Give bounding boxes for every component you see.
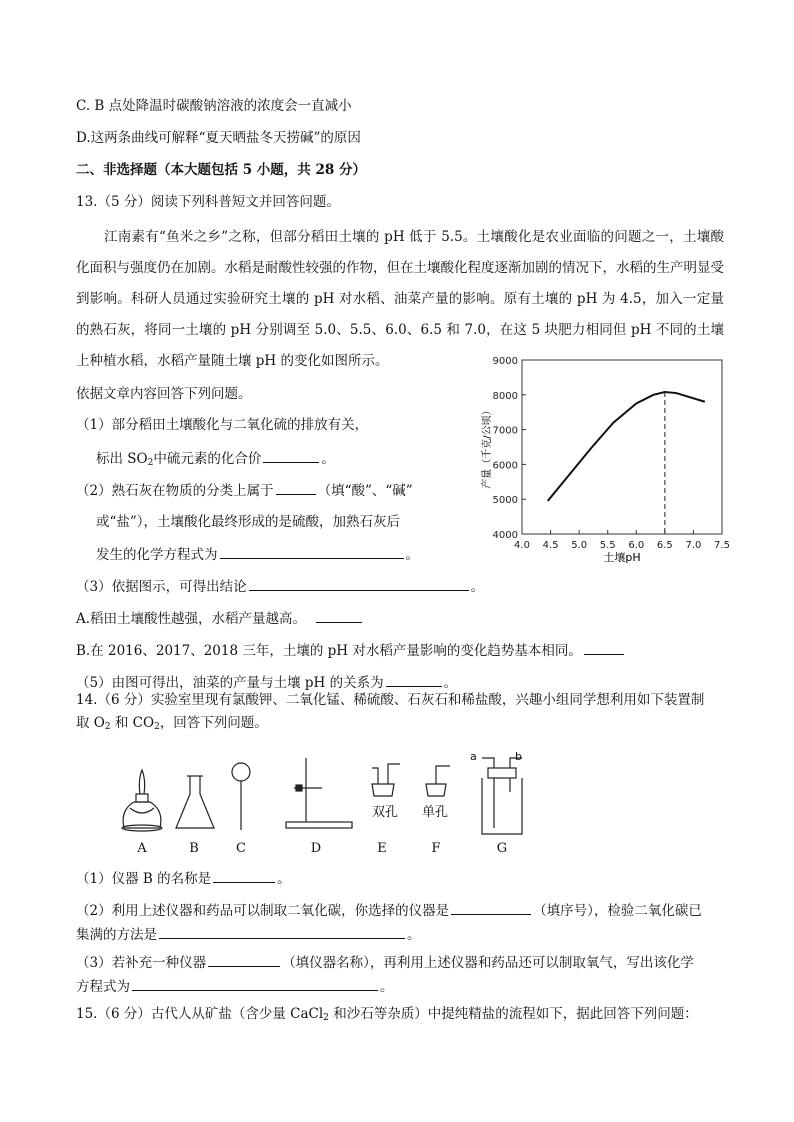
- apparatus-figure: [110, 748, 570, 858]
- apparatus-label-g: G: [496, 841, 508, 856]
- q13-s2a-pre: （2）熟石灰在物质的分类上属于: [76, 483, 274, 499]
- option-c: C. B 点处降温时碳酸钠溶液的浓度会一直减小: [76, 98, 352, 114]
- stopper-f-text: 单孔: [422, 805, 449, 820]
- q14-s3b-pre: 方程式为: [76, 979, 130, 995]
- q13-s3-end: 。: [470, 579, 485, 595]
- section-title: 二、非选择题（本大题包括 5 小题，共 28 分）: [76, 162, 366, 178]
- apparatus-label-e: E: [377, 841, 387, 856]
- option-d: D.这两条曲线可解释“夏天晒盐冬天捞碱”的原因: [76, 130, 361, 146]
- x-tick-label: 4.0: [514, 540, 530, 551]
- q14-intro-b: [76, 713, 268, 737]
- q14-s1-pre: （1）仪器 B 的名称是: [76, 871, 212, 887]
- answer-blank[interactable]: [213, 868, 275, 883]
- answer-blank[interactable]: [386, 672, 442, 687]
- q14-intro-b-mid: 和 CO: [110, 715, 155, 731]
- answer-blank[interactable]: [263, 448, 319, 463]
- apparatus-label-d: D: [310, 841, 322, 856]
- apparatus-label-a: A: [137, 841, 147, 856]
- q13-s3: [76, 576, 484, 597]
- q14-s1-end: 。: [277, 871, 291, 887]
- q14-s1: [76, 868, 291, 889]
- q13-s2c-end: 。: [405, 547, 419, 563]
- q13-s2a: [76, 480, 413, 501]
- x-tick-label: 7.0: [685, 540, 702, 551]
- port-a-label: a: [470, 750, 477, 763]
- x-tick-label: 5.0: [571, 540, 588, 551]
- answer-blank[interactable]: [159, 924, 405, 939]
- apparatus-label-f: F: [431, 841, 441, 856]
- apparatus-label-c: C: [236, 841, 246, 856]
- rice-yield-line: [548, 392, 705, 501]
- q14-s2b-pre: 集满的方法是: [76, 927, 157, 943]
- q14-intro-a: 14.（6 分）实验室里现有氯酸钾、二氧化锰、稀硫酸、石灰石和稀盐酸，兴趣小组同学想利用如下装置制: [76, 692, 705, 708]
- q14-intro-b-pre: 取 O: [76, 715, 105, 731]
- y-tick-label: 9000: [492, 356, 518, 367]
- q14-s2: [76, 900, 702, 921]
- q15-intro: [76, 1004, 698, 1028]
- x-tick-label: 6.5: [656, 540, 673, 551]
- q14-s2-pre: （2）利用上述仪器和药品可以制取二氧化碳，你选择的仪器是: [76, 903, 450, 919]
- answer-blank[interactable]: [132, 976, 378, 991]
- double-hole-stopper-icon: [372, 764, 400, 796]
- chart-frame: [522, 360, 722, 534]
- q13-s1b-sub: 2: [147, 458, 154, 468]
- y-tick-label: 8000: [492, 390, 518, 402]
- q13-option-a: [76, 608, 364, 629]
- q14-s3: [76, 952, 694, 973]
- q14-s3-pre: （3）若补充一种仪器: [76, 955, 207, 971]
- x-tick-label: 6.0: [628, 540, 645, 551]
- conical-flask-icon: [176, 776, 214, 828]
- q14-s3b-end: 。: [380, 979, 394, 995]
- rice-yield-chart: [480, 350, 740, 570]
- q13-prompt: 依据文章内容回答下列问题。: [76, 386, 252, 402]
- x-tick-label: 5.5: [599, 540, 616, 551]
- q14-s3-mid: （填仪器名称），再利用上述仪器和药品还可以制取氧气，写出该化学: [282, 955, 694, 971]
- y-tick-label: 7000: [492, 425, 518, 437]
- q13-option-a-text: A.稻田土壤酸性越强，水稻产量越高。: [76, 611, 307, 627]
- single-hole-stopper-icon: [426, 766, 450, 796]
- q13-s2c-pre: 发生的化学方程式为: [96, 547, 218, 563]
- chart-xlabel: 土壤pH: [603, 551, 641, 564]
- answer-blank[interactable]: [220, 544, 404, 559]
- q13-s3-pre: （3）依据图示，可得出结论: [76, 579, 247, 595]
- q13-intro: 13.（5 分）阅读下列科普短文并回答问题。: [76, 194, 340, 210]
- q13-s1b: [96, 448, 335, 473]
- q14-intro-b-sub2: 2: [154, 722, 160, 732]
- q13-s1a: （1）部分稻田土壤酸化与二氧化硫的排放有关，: [76, 417, 369, 433]
- answer-blank[interactable]: [451, 900, 531, 915]
- y-tick-label: 5000: [492, 495, 518, 507]
- q13-s5-end: 。: [443, 675, 458, 691]
- port-b-label: b: [515, 750, 522, 763]
- apparatus-label-b: B: [189, 841, 199, 856]
- gas-washing-bottle-icon: [482, 758, 522, 834]
- x-tick-label: 4.5: [542, 540, 559, 551]
- answer-blank[interactable]: [316, 608, 362, 623]
- funnel-icon: [232, 763, 250, 830]
- q13-option-b: [76, 640, 626, 661]
- y-tick-label: 6000: [492, 460, 518, 472]
- q14-intro-b-post: ，回答下列问题。: [159, 715, 268, 731]
- q14-s2b: [76, 924, 421, 945]
- q13-s2a-post: （填“酸”、“碱”: [317, 483, 413, 499]
- y-tick-label: 4000: [492, 530, 518, 541]
- q13-s5-pre: （5）由图可得出，油菜的产量与土壤 pH 的关系为: [76, 675, 384, 691]
- x-tick-label: 7.5: [714, 540, 730, 551]
- q14-intro-b-sub1: 2: [104, 722, 111, 732]
- answer-blank[interactable]: [584, 640, 624, 655]
- q13-s2b: 或“盐”），土壤酸化最终形成的是硫酸，加熟石灰后: [96, 514, 401, 530]
- q15-pre: 15.（6 分）古代人从矿盐（含少量 CaCl: [76, 1006, 324, 1022]
- q15-post: 和沙石等杂质）中提纯精盐的流程如下，据此回答下列问题：: [328, 1006, 698, 1022]
- q13-s1b-pre: 标出 SO: [96, 451, 148, 467]
- answer-blank[interactable]: [249, 576, 469, 591]
- q13-passage: 江南素有“鱼米之乡”之称，但部分稻田土壤的 pH 低于 5.5。土壤酸化是农业面临的问题之一，土壤酸化面积与强度仍在加剧。水稻是耐酸性较强的作物，但在土壤酸化程度逐渐加剧的情况下，水稻的生产明显受到影响。科研人员通过实验研究土壤的 pH 对水稻、油菜产量的影响。原有土壤的 pH 为 4.5，加入一定量的熟石灰，将同一土壤的 pH 分别调至 5.0、5.5、6.0、6.5 和 7.0，在这 5 块肥力相同但 pH 不同的土壤上种植水稻，水稻产量随土壤 pH 的变化如图所示。: [76, 229, 724, 369]
- chart-ylabel: 产量（千克/公顷）: [482, 405, 493, 489]
- stopper-e-text: 双孔: [372, 805, 399, 820]
- alcohol-lamp-icon: [122, 770, 162, 831]
- q15-sub: 2: [323, 1013, 329, 1023]
- q13-s2c: [96, 544, 419, 565]
- q14-s3b: [76, 976, 394, 997]
- q13-s1b-end: 。: [321, 451, 335, 467]
- answer-blank[interactable]: [276, 480, 316, 495]
- iron-stand-icon: [286, 758, 352, 828]
- q14-s2b-end: 。: [407, 927, 421, 943]
- q14-s2-mid: （填序号），检验二氧化碳已: [533, 903, 702, 919]
- q13-option-b-text: B.在 2016、2017、2018 三年，土壤的 pH 对水稻产量影响的变化趋势基本相同。: [76, 643, 582, 659]
- q13-s1b-post: 中硫元素的化合价: [153, 451, 262, 467]
- answer-blank[interactable]: [208, 952, 280, 967]
